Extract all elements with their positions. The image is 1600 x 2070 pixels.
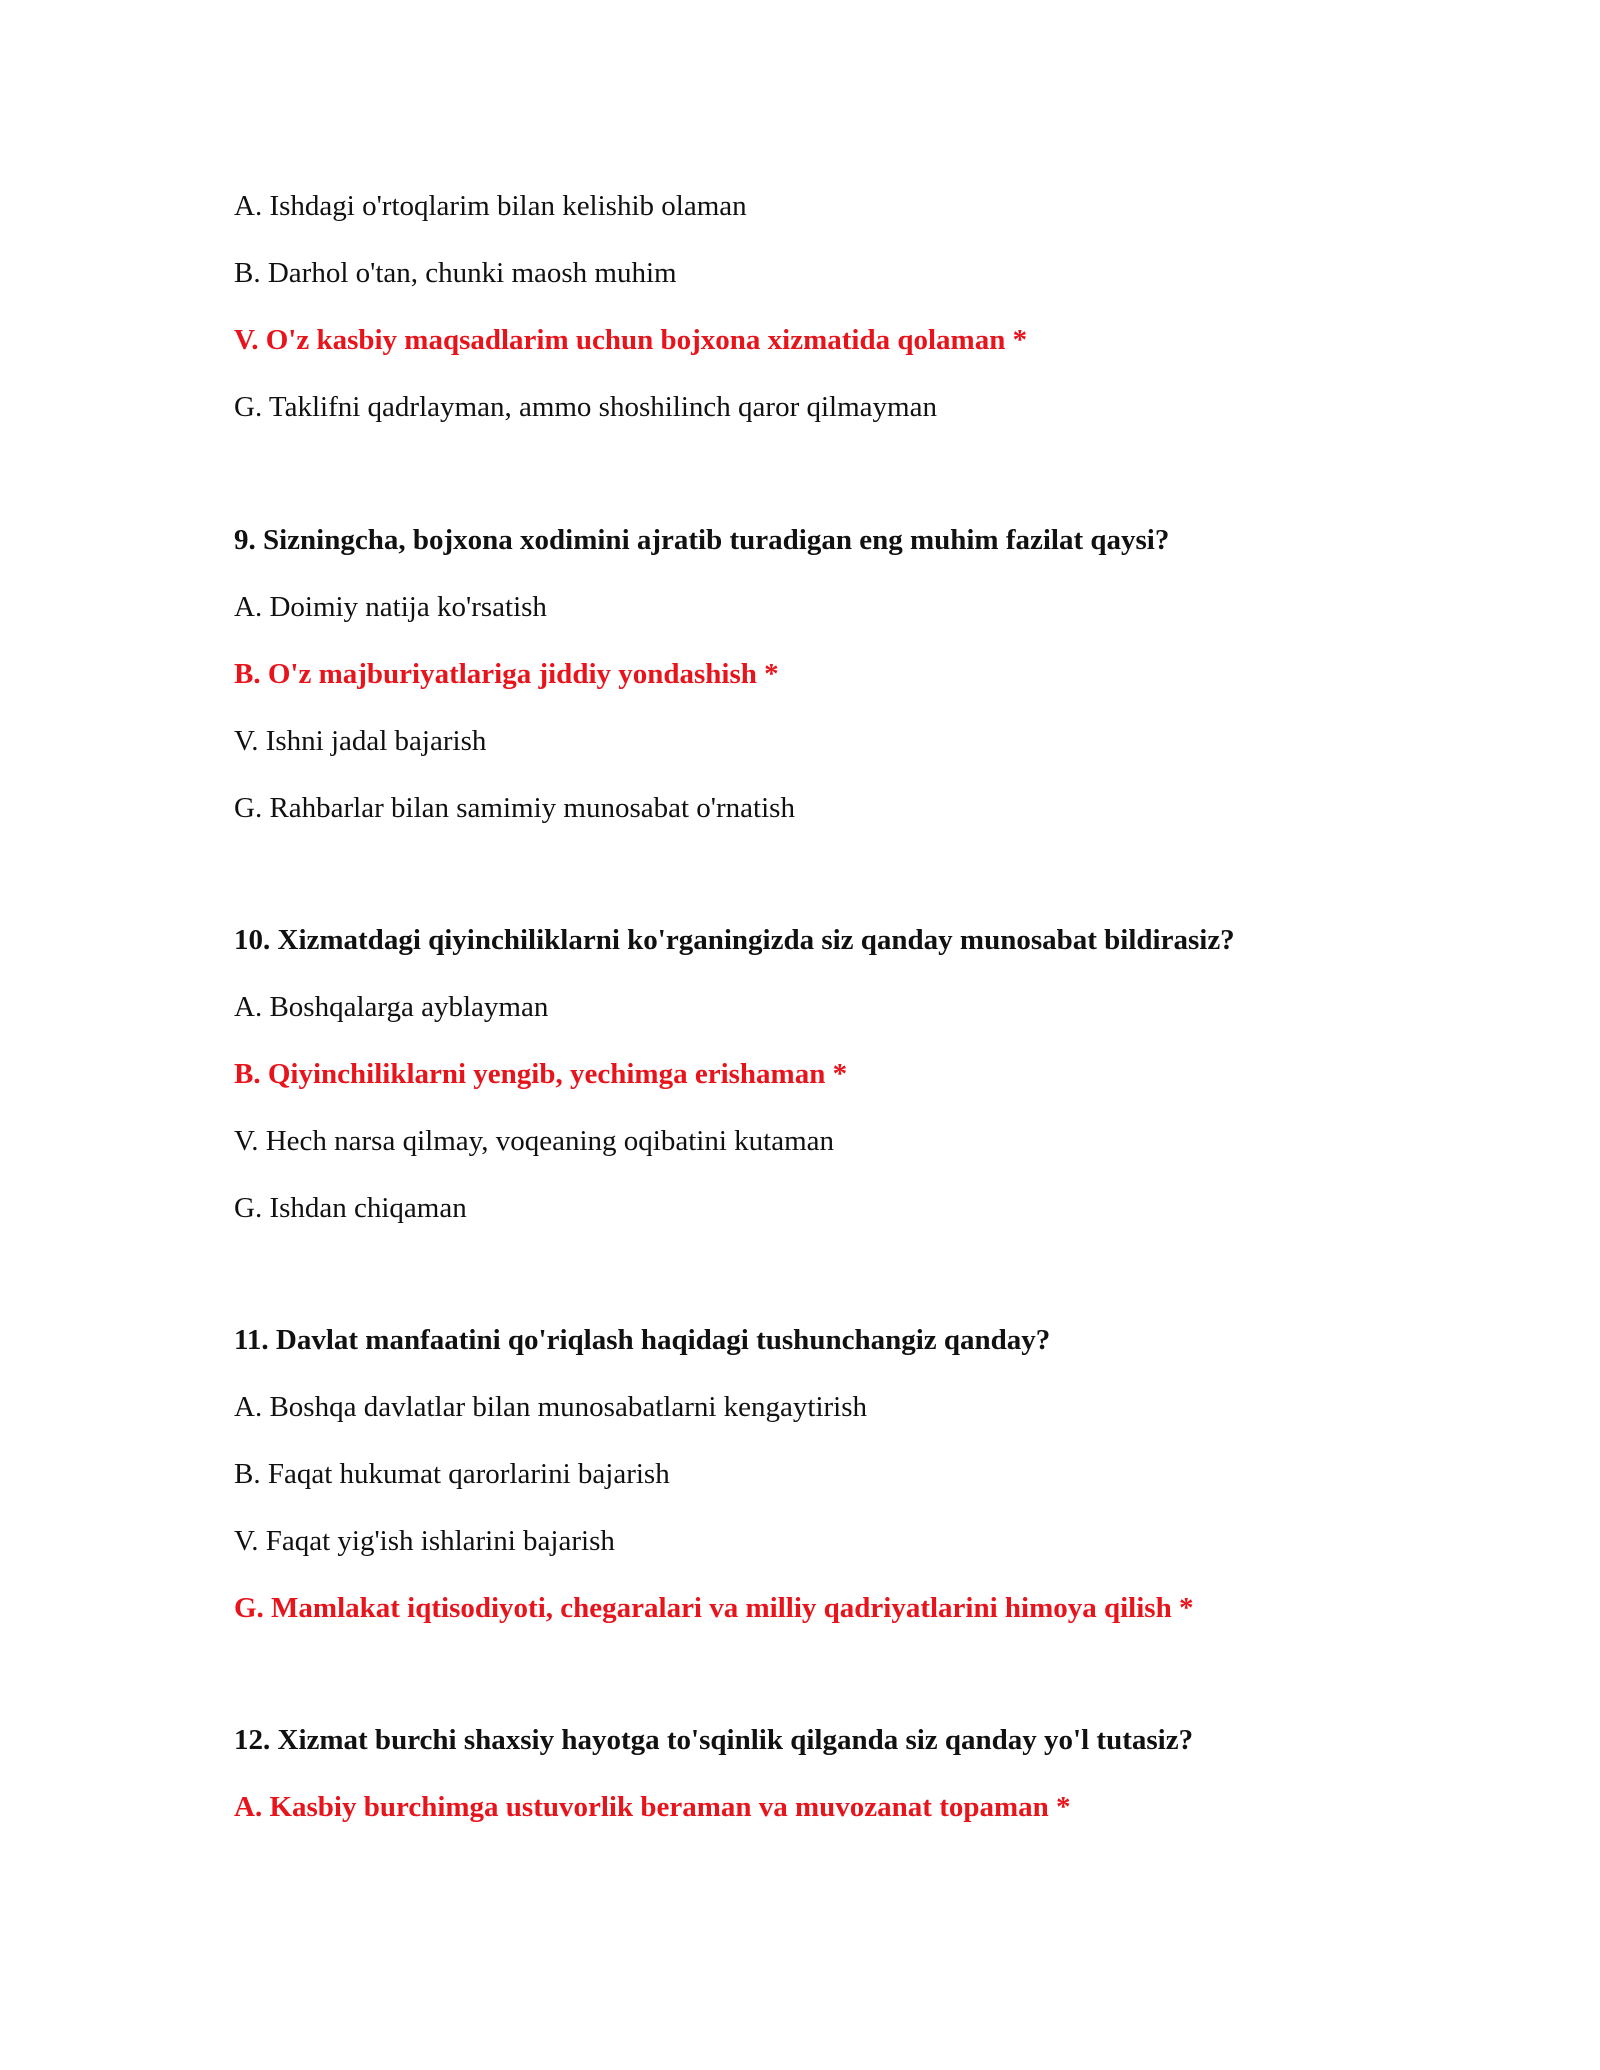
q12-title: 12. Xizmat burchi shaxsiy hayotga to'sqinlik qilganda siz qanday yo'l tutasiz? [234,1724,1194,1756]
q11-option-a: A. Boshqa davlatlar bilan munosabatlarni kengaytirish [234,1391,868,1423]
q8-option-a: A. Ishdagi o'rtoqlarim bilan kelishib olaman [234,190,747,222]
q9-option-g: G. Rahbarlar bilan samimiy munosabat o'rnatish [234,792,795,824]
q10-title: 10. Xizmatdagi qiyinchiliklarni ko'rganingizda siz qanday munosabat bildirasiz? [234,924,1235,956]
q10-option-v: V. Hech narsa qilmay, voqeaning oqibatini kutaman [234,1125,834,1157]
q8-option-v-correct: V. O'z kasbiy maqsadlarim uchun bojxona xizmatida qolaman * [234,324,1028,356]
q8-option-g: G. Taklifni qadrlayman, ammo shoshilinch qaror qilmayman [234,391,937,423]
q9-option-v: V. Ishni jadal bajarish [234,725,487,757]
q12-option-a-correct: A. Kasbiy burchimga ustuvorlik beraman va muvozanat topaman * [234,1791,1071,1823]
q11-option-g-correct: G. Mamlakat iqtisodiyoti, chegaralari va milliy qadriyatlarini himoya qilish * [234,1592,1194,1624]
q9-option-b-correct: B. O'z majburiyatlariga jiddiy yondashish * [234,658,779,690]
q10-option-g: G. Ishdan chiqaman [234,1192,467,1224]
q9-option-a: A. Doimiy natija ko'rsatish [234,591,547,623]
q10-option-b-correct: B. Qiyinchiliklarni yengib, yechimga erishaman * [234,1058,848,1090]
q11-option-b: B. Faqat hukumat qarorlarini bajarish [234,1458,670,1490]
q9-title: 9. Sizningcha, bojxona xodimini ajratib turadigan eng muhim fazilat qaysi? [234,524,1170,556]
q8-option-b: B. Darhol o'tan, chunki maosh muhim [234,257,677,289]
q11-option-v: V. Faqat yig'ish ishlarini bajarish [234,1525,615,1557]
q11-title: 11. Davlat manfaatini qo'riqlash haqidagi tushunchangiz qanday? [234,1324,1051,1356]
q10-option-a: A. Boshqalarga ayblayman [234,991,549,1023]
